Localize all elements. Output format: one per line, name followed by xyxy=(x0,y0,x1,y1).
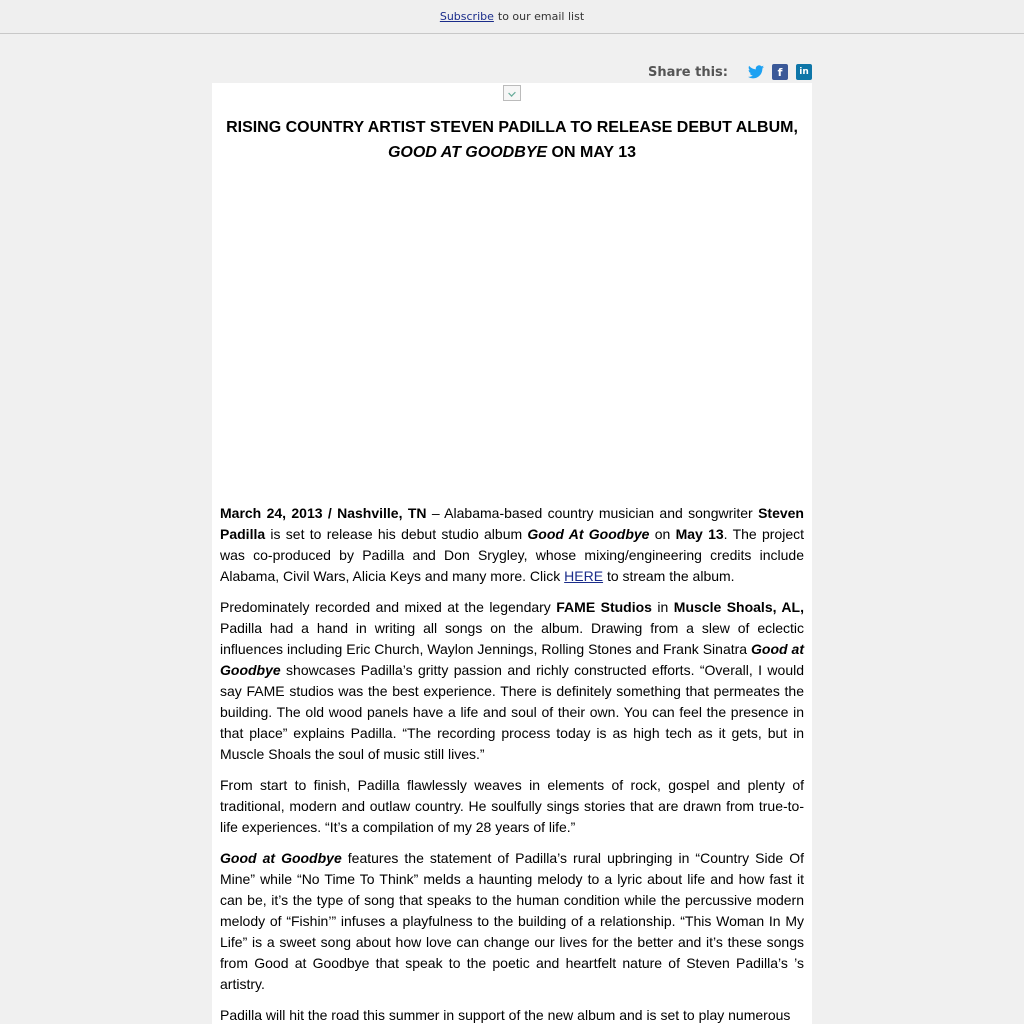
album-title: Good at Goodbye xyxy=(220,850,342,866)
p1-text: to stream the album. xyxy=(603,568,735,584)
twitter-icon[interactable] xyxy=(748,64,764,80)
article-text xyxy=(212,503,812,1024)
headline-line2: ON MAY 13 xyxy=(547,144,637,161)
paragraph-4 xyxy=(220,848,804,995)
subscribe-link[interactable]: Subscribe xyxy=(439,10,494,23)
facebook-icon[interactable]: f xyxy=(772,64,788,80)
dateline: March 24, 2013 / Nashville, TN xyxy=(220,505,427,521)
share-label: Share this: xyxy=(647,64,728,80)
headline xyxy=(220,115,804,165)
release-date: May 13 xyxy=(675,526,724,542)
p2-text: in xyxy=(651,599,674,615)
headline-album: GOOD AT GOODBYE xyxy=(387,144,548,161)
paragraph-5: Padilla will hit the road this summer in support of the new album and is set to play numerous xyxy=(220,1007,791,1023)
p2-text: Padilla had a hand in writing all songs on the album. Drawing from a slew of eclectic influences including Eric Church, Waylon Jennings, Rolling Stones and Frank Sinatra xyxy=(220,620,804,657)
linkedin-icon[interactable]: in xyxy=(796,64,812,80)
newsletter-body xyxy=(212,83,812,1024)
paragraph-1 xyxy=(220,503,804,587)
album-title: Good at Goodbye xyxy=(220,641,805,678)
paragraph-2 xyxy=(220,597,804,765)
studio-name: FAME Studios xyxy=(556,599,652,615)
studio-location: Muscle Shoals, AL, xyxy=(673,599,804,615)
p1-text: on xyxy=(649,526,676,542)
p4-text: features the statement of Padilla’s rural upbringing in “Country Side Of Mine” while “No Time To Think” melds a haunting melody to a lyric about life and how fast it can be, it’s the type of song that speaks to the human condition while the percussive modern melody of “Fishin’” infuses a playfulness to the building of a relationship. “This Woman In My Life” is a sweet song about how love can change our lives for the better and it’s these songs from Good at Goodbye that speak to the poetic and heartfelt nature of Steven Padilla’s ’s artistry. xyxy=(220,850,804,992)
p1-text: – Alabama-based country musician and songwriter xyxy=(426,505,759,521)
headline-line1: RISING COUNTRY ARTIST STEVEN PADILLA TO RELEASE DEBUT ALBUM, xyxy=(226,119,798,136)
p2-text: Predominately recorded and mixed at the legendary xyxy=(220,599,557,615)
subscribe-text: to our email list xyxy=(497,10,585,23)
header-image-icon xyxy=(503,85,521,101)
artist-name: Steven Padilla xyxy=(220,505,804,542)
p2-text: showcases Padilla’s gritty passion and richly constructed efforts. “Overall, I would say FAME studios was the best experience. There is definitely something that permeates the building. The old wood panels have a life and soul of their own. You can feel the presence in that place” explains Padilla. “The recording process today is as high tech as it gets, but in Muscle Shoals the soul of music still lives.” xyxy=(220,662,804,762)
album-title: Good At Goodbye xyxy=(527,526,650,542)
video-placeholder xyxy=(212,165,812,503)
stream-link[interactable]: HERE xyxy=(564,568,604,584)
p1-text: . The project was co-produced by Padilla and Don Srygley, whose mixing/engineering credits include Alabama, Civil Wars, Alicia Keys and many more. Click xyxy=(220,526,805,584)
paragraph-3: From start to finish, Padilla flawlessly weaves in elements of rock, gospel and plenty of traditional, modern and outlaw country. He soulfully sings stories that are drawn from true-to-life experiences. “It’s a compilation of my 28 years of life.” xyxy=(220,777,804,835)
subscribe-bar xyxy=(0,0,1024,34)
share-bar xyxy=(212,60,812,84)
p1-text: is set to release his debut studio album xyxy=(265,526,528,542)
